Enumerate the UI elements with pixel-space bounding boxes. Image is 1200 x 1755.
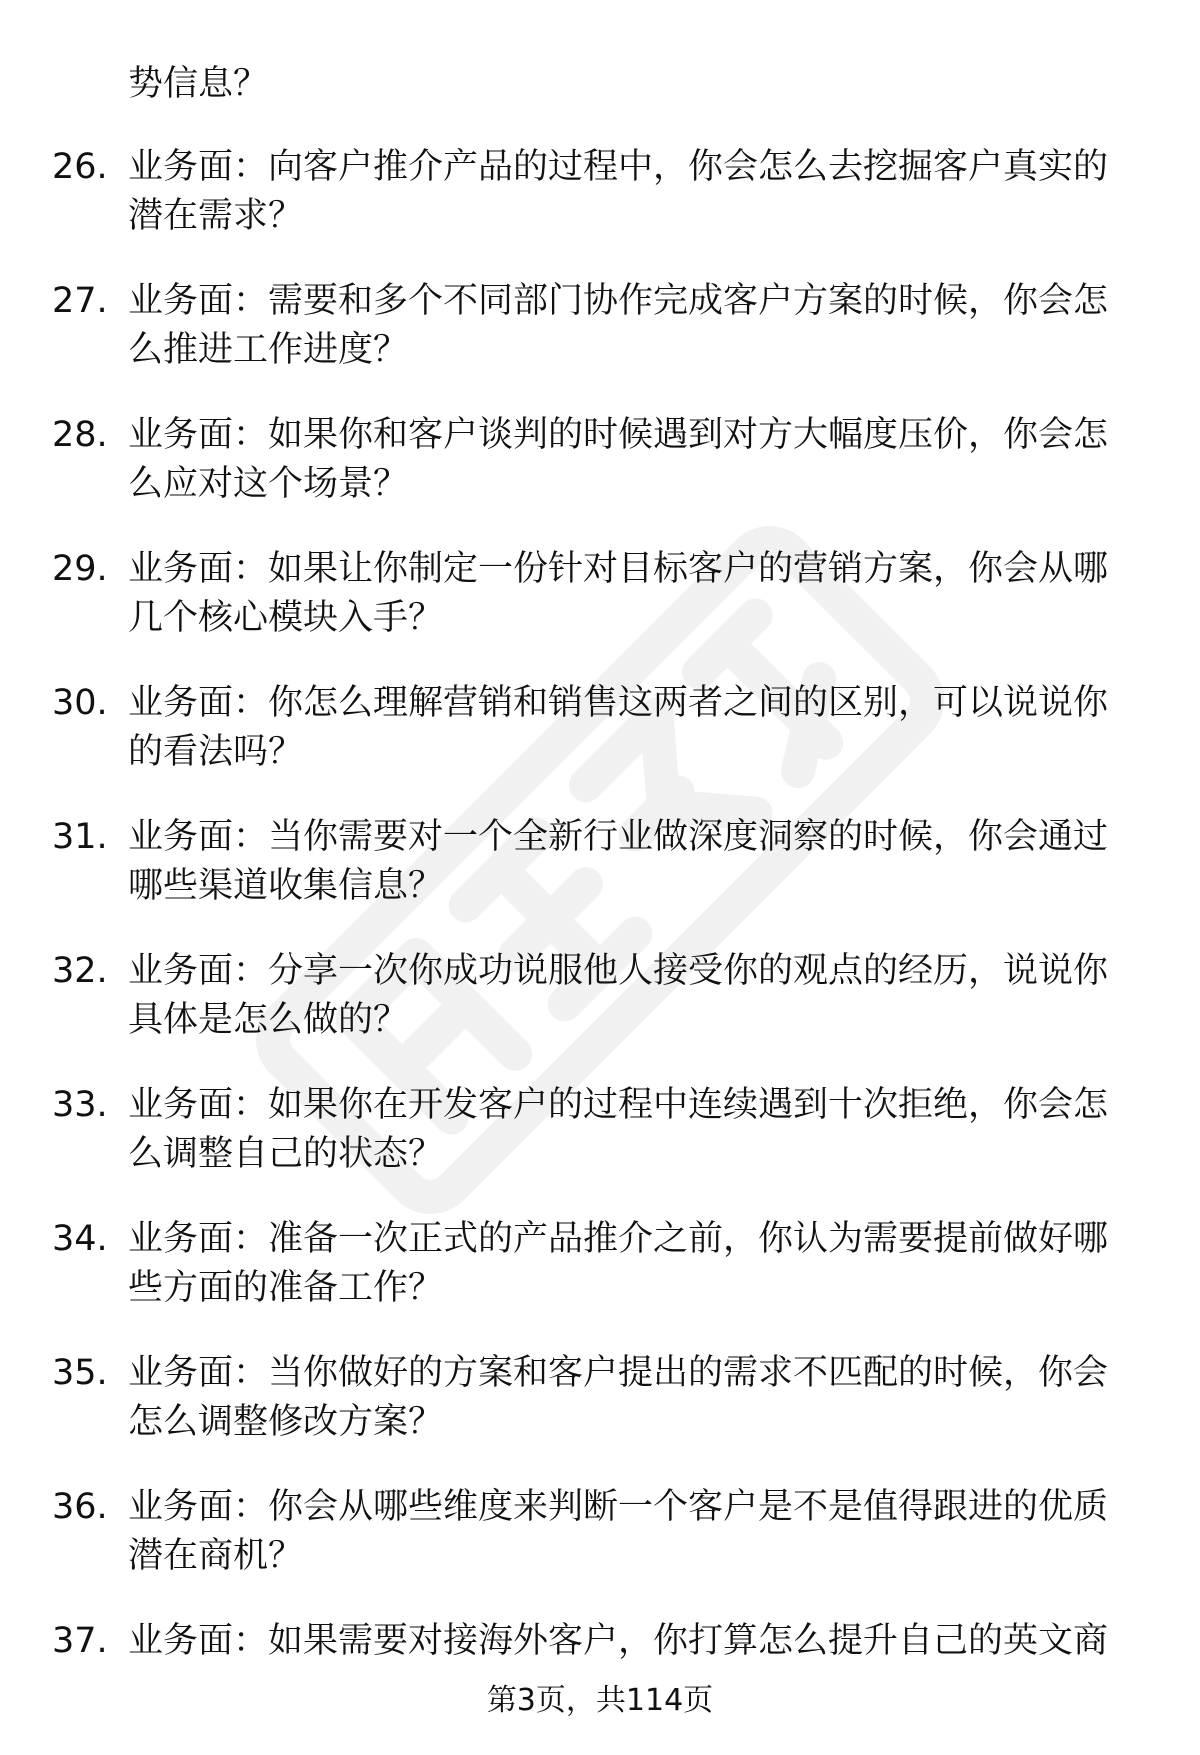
question-number: 26. bbox=[52, 147, 108, 187]
question-number: 30. bbox=[52, 683, 108, 723]
question-text: 业务面：如果需要对接海外客户，你打算怎么提升自己的英文商 bbox=[128, 1621, 1109, 1661]
list-item bbox=[52, 1081, 1142, 1179]
question-number: 29. bbox=[52, 549, 108, 589]
question-text: 业务面：当你需要对一个全新行业做深度洞察的时候，你会通过哪些渠道收集信息？ bbox=[128, 817, 1109, 906]
question-number: 37. bbox=[52, 1621, 108, 1661]
list-item-continuation bbox=[52, 60, 1142, 109]
question-text: 业务面：你会从哪些维度来判断一个客户是不是值得跟进的优质潜在商机？ bbox=[128, 1487, 1109, 1576]
question-list bbox=[52, 60, 1142, 1702]
question-number: 28. bbox=[52, 415, 108, 455]
list-item bbox=[52, 679, 1142, 777]
list-item bbox=[52, 277, 1142, 375]
question-text: 业务面：当你做好的方案和客户提出的需求不匹配的时候，你会怎么调整修改方案？ bbox=[128, 1353, 1109, 1442]
list-item bbox=[52, 1215, 1142, 1313]
page-footer: 第3页，共114页 bbox=[486, 1683, 714, 1718]
question-number: 34. bbox=[52, 1219, 108, 1259]
question-text: 业务面：准备一次正式的产品推介之前，你认为需要提前做好哪些方面的准备工作？ bbox=[128, 1219, 1109, 1308]
list-item bbox=[52, 1483, 1142, 1581]
question-number: 31. bbox=[52, 817, 108, 857]
list-item bbox=[52, 1349, 1142, 1447]
question-text: 业务面：分享一次你成功说服他人接受你的观点的经历，说说你具体是怎么做的？ bbox=[128, 951, 1109, 1040]
question-number: 35. bbox=[52, 1353, 108, 1393]
list-item bbox=[52, 813, 1142, 911]
list-item bbox=[52, 545, 1142, 643]
question-text: 业务面：如果你在开发客户的过程中连续遇到十次拒绝，你会怎么调整自己的状态？ bbox=[128, 1085, 1109, 1174]
question-number: 36. bbox=[52, 1487, 108, 1527]
question-text: 业务面：如果让你制定一份针对目标客户的营销方案，你会从哪几个核心模块入手？ bbox=[128, 549, 1109, 638]
list-item bbox=[52, 411, 1142, 509]
question-text: 业务面：向客户推介产品的过程中，你会怎么去挖掘客户真实的潜在需求？ bbox=[128, 147, 1109, 236]
question-text: 业务面：需要和多个不同部门协作完成客户方案的时候，你会怎么推进工作进度？ bbox=[128, 281, 1109, 370]
question-number: 27. bbox=[52, 281, 108, 321]
question-number: 32. bbox=[52, 951, 108, 991]
question-text: 业务面：你怎么理解营销和销售这两者之间的区别，可以说说你的看法吗？ bbox=[128, 683, 1109, 772]
list-item bbox=[52, 1617, 1142, 1666]
list-item bbox=[52, 143, 1142, 241]
question-text: 势信息？ bbox=[128, 64, 269, 104]
question-number: 33. bbox=[52, 1085, 108, 1125]
question-text: 业务面：如果你和客户谈判的时候遇到对方大幅度压价，你会怎么应对这个场景？ bbox=[128, 415, 1109, 504]
list-item bbox=[52, 947, 1142, 1045]
